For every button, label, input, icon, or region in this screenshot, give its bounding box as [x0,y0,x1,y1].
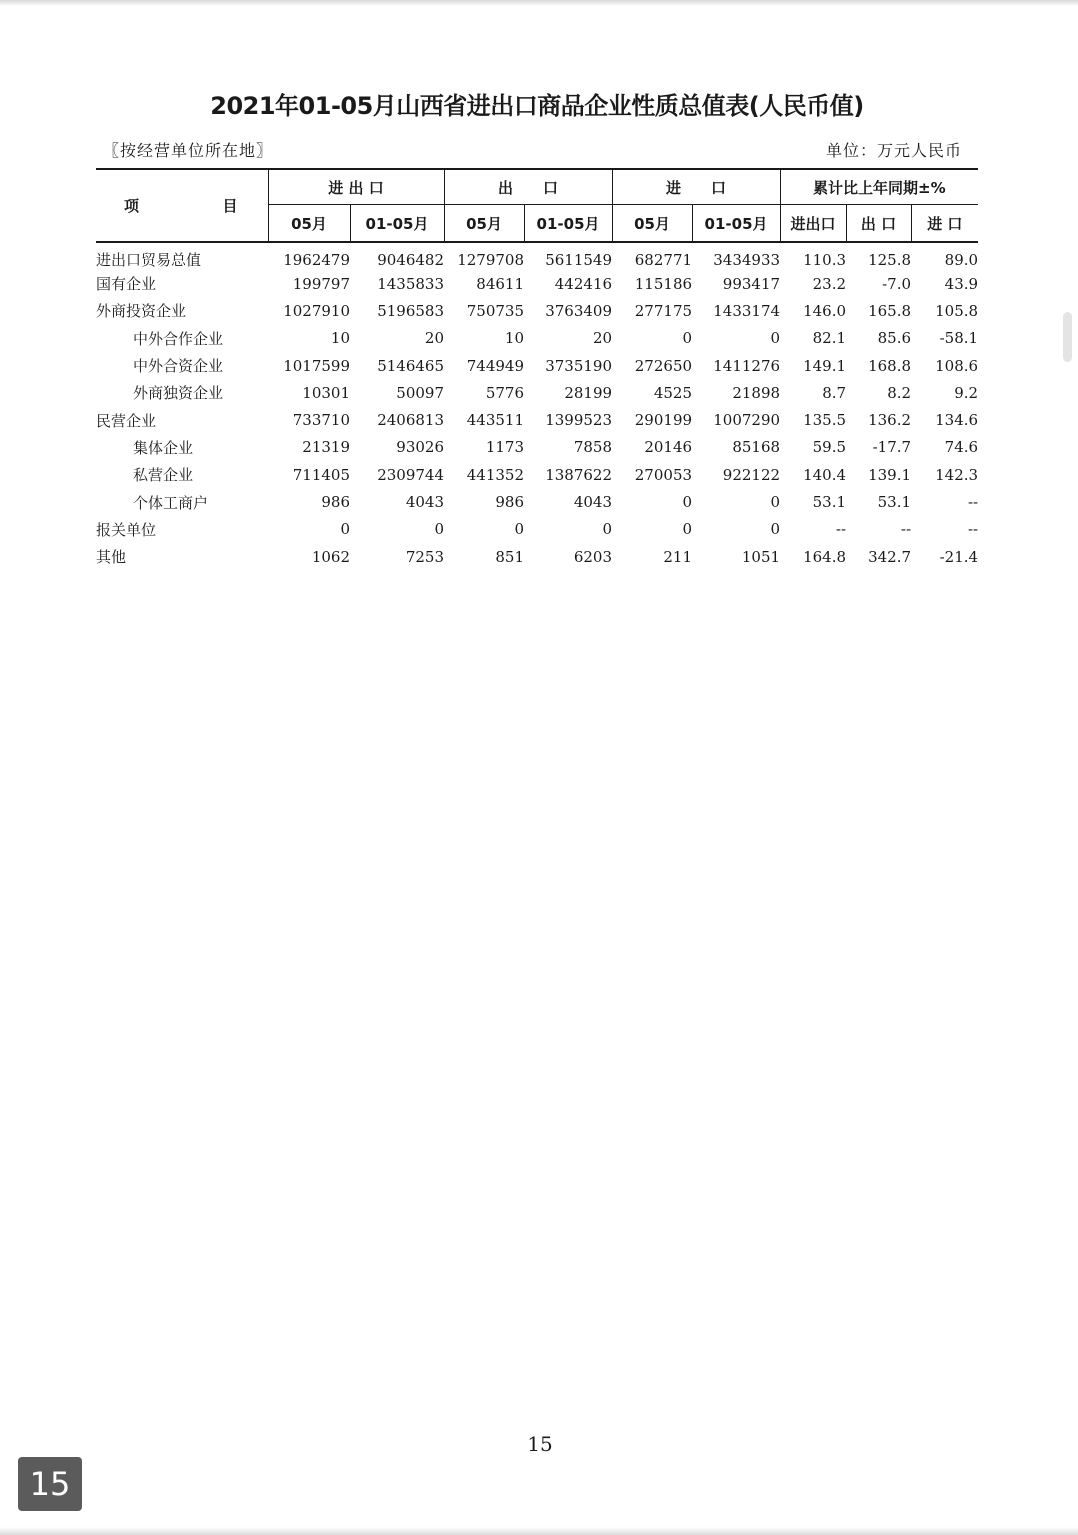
table-cell: -- [967,493,979,512]
table-cell: 115186 [634,274,693,293]
row-label: 外商投资企业 [96,302,187,321]
trade-value-table [96,168,978,570]
table-cell: 1062 [311,547,350,566]
table-cell: 6203 [573,547,613,566]
table-cell: 277175 [634,301,693,320]
table-cell: 744949 [466,356,525,375]
table-cell: 135.5 [803,411,847,430]
table-cell: 84611 [476,274,525,293]
scroll-handle[interactable] [1063,312,1072,362]
table-cell: 3763409 [545,301,613,320]
table-cell: 53.1 [812,493,847,512]
table-row [96,516,978,543]
table-cell: 0 [682,493,693,512]
row-label: 外商独资企业 [133,384,224,403]
table-cell: 43.9 [944,274,979,293]
row-label: 其他 [96,548,127,567]
page-indicator-badge: 15 [18,1457,82,1511]
table-cell: 142.3 [935,465,979,484]
table-header [96,169,978,242]
table-cell: 105.8 [935,301,979,320]
table-cell: 4043 [573,493,613,512]
table-row [96,297,978,324]
table-cell: 10 [504,329,525,348]
table-cell: 442416 [554,274,613,293]
col-header-export-cum: 01-05月 [524,205,612,243]
table-cell: 7253 [405,547,445,566]
table-cell: 1387622 [545,465,613,484]
table-cell: 20146 [644,438,693,457]
table-cell: 3735190 [545,356,613,375]
table-cell: 1051 [741,547,781,566]
group-header-total: 进 出 口 [268,169,444,205]
table-row [96,325,978,352]
table-cell: 1433174 [713,301,781,320]
table-cell: 85.6 [877,329,912,348]
table-cell: 9.2 [954,383,979,402]
table-cell: 149.1 [803,356,847,375]
table-cell: 74.6 [944,438,979,457]
table-cell: 89.0 [944,250,979,269]
table-cell: 82.1 [812,329,847,348]
table-cell: 85168 [732,438,781,457]
table-cell: 342.7 [868,547,912,566]
table-row [96,461,978,488]
table-cell: 110.3 [803,250,847,269]
group-header-export: 出 口 [444,169,612,205]
table-cell: 0 [770,493,781,512]
table-cell: 0 [770,329,781,348]
col-header-import-cum: 01-05月 [692,205,780,243]
col-header-total-month: 05月 [268,205,350,243]
row-label: 进出口贸易总值 [96,251,202,269]
table-cell: 733710 [292,411,350,430]
table-cell: 4525 [653,383,693,402]
table-cell: 443511 [466,411,525,430]
table-cell: 682771 [634,250,693,269]
row-label: 中外合资企业 [133,357,224,376]
table-cell: -58.1 [939,329,979,348]
unit-note: 单位：万元人民币 [825,141,962,160]
col-header-import-month: 05月 [612,205,692,243]
table-cell: 0 [682,520,693,539]
page-bottom-edge [0,1527,1078,1535]
table-cell: 290199 [634,411,693,430]
table-cell: 28199 [564,383,613,402]
table-cell: 211 [663,547,693,566]
row-label: 集体企业 [133,438,194,457]
table-cell: 1411276 [713,356,781,375]
table-cell: 0 [602,520,613,539]
table-cell: 20 [424,329,445,348]
table-cell: 270053 [634,465,693,484]
table-cell: 21898 [732,383,781,402]
row-label: 报关单位 [96,520,157,539]
table-row [96,434,978,461]
row-label: 民营企业 [96,411,157,430]
table-cell: 10 [330,329,350,348]
table-cell: 10301 [302,383,350,402]
table-cell: 750735 [466,301,525,320]
table-cell: 5776 [485,383,525,402]
table-cell: 0 [770,520,781,539]
table-cell: 8.7 [822,383,847,402]
table-cell: 53.1 [877,493,912,512]
table-cell: 5146465 [377,356,445,375]
page-top-edge [0,0,1078,6]
col-header-growth-import: 进 口 [911,205,978,243]
table-cell: 146.0 [803,301,847,320]
table-cell: 0 [434,520,445,539]
table-cell: 125.8 [868,250,912,269]
table-cell: 4043 [405,493,445,512]
table-cell: 1017599 [283,356,350,375]
table-cell: 168.8 [868,356,912,375]
table-cell: 93026 [396,438,445,457]
table-cell: 165.8 [868,301,912,320]
table-row [96,379,978,406]
table-cell: 164.8 [803,547,847,566]
table-cell: -- [835,520,847,539]
item-column-header [96,169,268,242]
table-cell: 1027910 [283,301,350,320]
table-cell: 8.2 [887,383,912,402]
table-body [96,242,978,570]
table-cell: 139.1 [868,465,912,484]
table-cell: 711405 [292,465,350,484]
group-header-import: 进 口 [612,169,780,205]
table-row [96,488,978,515]
table-row [96,270,978,297]
table-cell: 9046482 [377,250,445,269]
table-cell: 136.2 [868,411,912,430]
table-cell: -- [900,520,912,539]
table-cell: -21.4 [939,547,979,566]
table-cell: 272650 [634,356,693,375]
item-label-b: 目 [222,197,238,215]
table-cell: 5196583 [377,301,445,320]
table-cell: 134.6 [935,411,979,430]
table-cell: 2406813 [377,411,445,430]
table-cell: 50097 [396,383,445,402]
table-cell: 21319 [302,438,350,457]
table-cell: 5611549 [545,250,613,269]
table-cell: 59.5 [812,438,847,457]
table-cell: 1962479 [283,250,350,269]
item-label-a: 项 [124,197,140,215]
table-cell: 108.6 [935,356,979,375]
table-cell: 922122 [722,465,781,484]
table-cell: 993417 [722,274,781,293]
table-cell: 1007290 [713,411,781,430]
document-title: 2021年01-05月山西省进出口商品企业性质总值表(人民币值) [210,92,864,120]
col-header-growth-export: 出 口 [846,205,911,243]
table-cell: 1399523 [545,411,613,430]
table-cell: 199797 [292,274,350,293]
page-number: 15 [527,1432,553,1456]
table-cell: 20 [592,329,613,348]
table-cell: -- [967,520,979,539]
table-row [96,406,978,433]
row-label: 国有企业 [96,275,157,294]
table-cell: 2309744 [377,465,445,484]
row-label: 个体工商户 [133,493,209,512]
table-cell: 1279708 [457,250,525,269]
location-basis-note: 〖按经营单位所在地〗 [103,141,274,160]
col-header-total-cum: 01-05月 [350,205,444,243]
col-header-export-month: 05月 [444,205,524,243]
table-cell: 986 [321,493,350,512]
table-row [96,242,978,270]
row-label: 中外合作企业 [133,329,224,348]
table-cell: 441352 [466,465,525,484]
table-cell: 140.4 [803,465,847,484]
row-label: 私营企业 [133,466,194,485]
table-cell: 0 [682,329,693,348]
table-cell: -17.7 [872,438,912,457]
table-cell: 986 [495,493,525,512]
table-cell: 1435833 [377,274,445,293]
table-row [96,543,978,570]
group-header-growth: 累计比上年同期±% [780,169,978,205]
table-cell: 23.2 [812,274,847,293]
table-cell: 1173 [485,438,525,457]
table-cell: 7858 [573,438,613,457]
table-cell: 851 [495,547,525,566]
table-cell: 3434933 [713,250,781,269]
table-cell: 0 [514,520,525,539]
table-row [96,352,978,379]
table-cell: -7.0 [882,274,912,293]
col-header-growth-total: 进出口 [780,205,846,243]
table-cell: 0 [340,520,350,539]
